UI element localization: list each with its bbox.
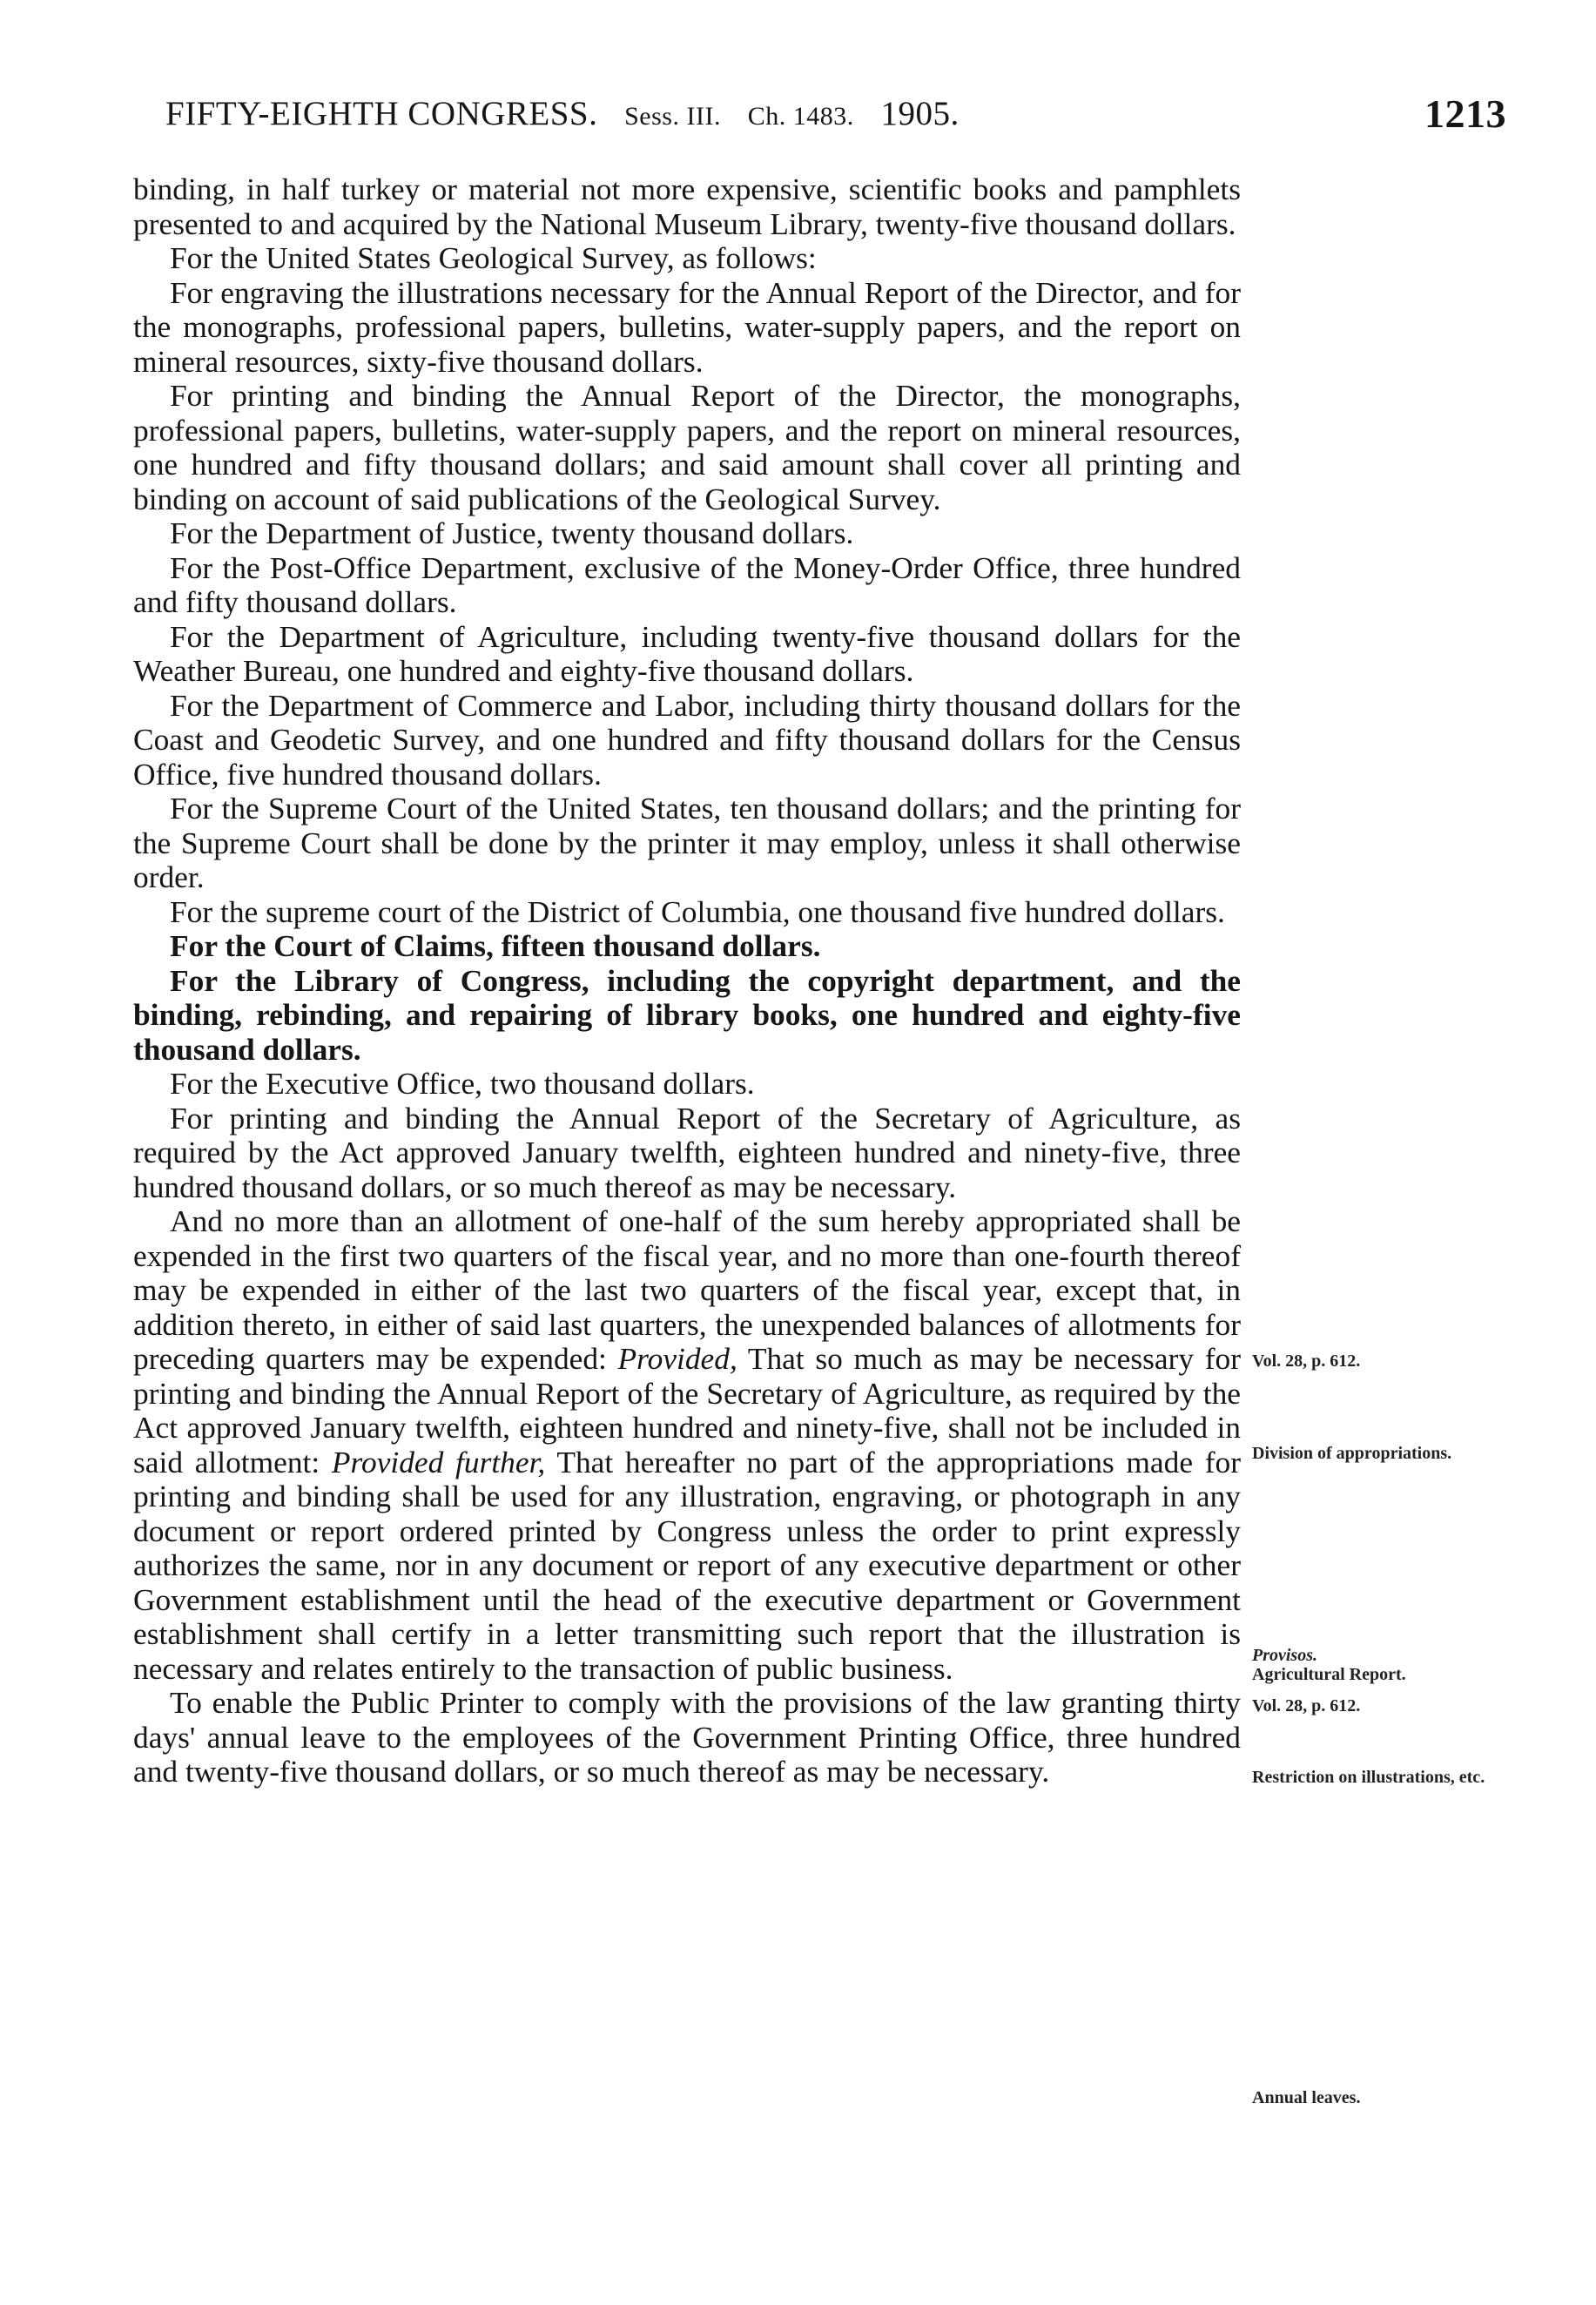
header-title [165, 94, 960, 133]
paragraph: For the Department of Commerce and Labor, including thirty thousand dollars for the Coast and Geodetic Survey, and one hundred and fifty thousand dollars for the Census Office, five hundred thousand dollars. [133, 687, 1241, 792]
margin-note-vol-ref: Vol. 28, p. 612. [1252, 1351, 1361, 1371]
header-chapter: Ch. 1483. [747, 102, 854, 131]
paragraph: For the Court of Claims, fifteen thousand dollars. [170, 928, 821, 963]
page-number: 1213 [1424, 91, 1506, 136]
proviso-keyword: Provided, [617, 1341, 737, 1376]
margin-note-vol-ref-2: Vol. 28, p. 612. [1252, 1696, 1361, 1715]
body-text [133, 172, 1241, 1789]
allotment-paragraph [133, 1204, 1241, 1686]
margin-note-provisos [1252, 1646, 1513, 1665]
allotment-text-3: That hereafter no part of the appropriations made for printing and binding shall be used for any illustration, engraving, or photograph in any document or report ordered printed by Congress unless the order to print expressly authorizes the same, nor in any document or report of any executive department or other Government establishment until the head of the executive department or Government establishment shall certify in a letter transmitting such report that the illustration is necessary and relates entirely to the transaction of public business. [133, 1444, 1242, 1686]
paragraph: For printing and binding the Annual Report of the Director, the monographs, professional papers, bulletins, water-supply papers, and the report on mineral resources, one hundred and fifty thousand dollars; and said amount shall cover all printing and binding on account of said publications of the Geological Survey. [133, 378, 1241, 516]
paragraph: For engraving the illustrations necessary for the Annual Report of the Director, and for the monographs, professional papers, bulletins, water-supply papers, and the report on mineral resources, sixty-five thousand dollars. [133, 274, 1241, 379]
margin-note-agri-report: Agricultural Report. [1252, 1665, 1406, 1684]
paragraph: For the Executive Office, two thousand dollars. [170, 1066, 755, 1101]
proviso-further-keyword: Provided further, [331, 1444, 546, 1479]
header-session: Sess. III. [624, 102, 721, 131]
header-congress: FIFTY-EIGHTH CONGRESS. [165, 95, 598, 132]
margin-note-restriction: Restriction on illustrations, etc. [1252, 1768, 1485, 1787]
paragraph: For the Supreme Court of the United States, ten thousand dollars; and the printing for the Supreme Court shall be done by the printer it may employ, unless it shall otherwise order. [133, 791, 1241, 894]
paragraph: For printing and binding the Annual Report of the Secretary of Agriculture, as required by the Act approved January twelfth, eighteen hundred and ninety-five, three hundred thousand dollars, or so much thereof as may be necessary. [133, 1100, 1241, 1204]
paragraph: binding, in half turkey or material not more expensive, scientific books and pamphlets presented to and acquired by the National Museum Library, twenty-five thousand dollars. [133, 172, 1241, 241]
paragraph: For the Post-Office Department, exclusive of the Money-Order Office, three hundred and fifty thousand dollars. [133, 549, 1241, 619]
margin-note-division: Division of appropriations. [1252, 1444, 1452, 1463]
provisos-label: Provisos. [1252, 1646, 1317, 1665]
allotment-text-1: And no more than an allotment of one-half of the sum hereby appropriated shall be expended in the first two quarters of the fiscal year, and no more than one-fourth thereof may be expended in either of the last two quarters of the fiscal year, except that, in addition thereto, in either of said last quarters, the unexpended balances of allotments for preceding quarters may be expended: [133, 1203, 1241, 1376]
header-year: 1905. [880, 95, 960, 132]
paragraph: For the Department of Justice, twenty thousand dollars. [170, 516, 854, 550]
margin-note-annual-leaves: Annual leaves. [1252, 2088, 1361, 2107]
allotment-text-2: That so much as may be necessary for printing and binding the Annual Report of the Secretary of Agriculture, as required by the Act approved January twelfth, eighteen hundred and ninety-five, shall not be included in said allotment: [133, 1341, 1241, 1479]
paragraph: For the Department of Agriculture, including twenty-five thousand dollars for the Weather Bureau, one hundred and eighty-five thousand dollars. [133, 618, 1241, 688]
running-header [165, 91, 1506, 146]
paragraph: For the United States Geological Survey, as follows: [170, 240, 817, 275]
paragraph: For the Library of Congress, including the copyright department, and the binding, rebinding, and repairing of library books, one hundred and eighty-five thousand dollars. [133, 962, 1241, 1067]
paragraph: To enable the Public Printer to comply with the provisions of the law granting thirty days' annual leave to the employees of the Government Printing Office, three hundred and twenty-five thousand dollars, or so much thereof as may be necessary. [133, 1685, 1241, 1789]
paragraph: For the supreme court of the District of Columbia, one thousand five hundred dollars. [170, 893, 1225, 929]
